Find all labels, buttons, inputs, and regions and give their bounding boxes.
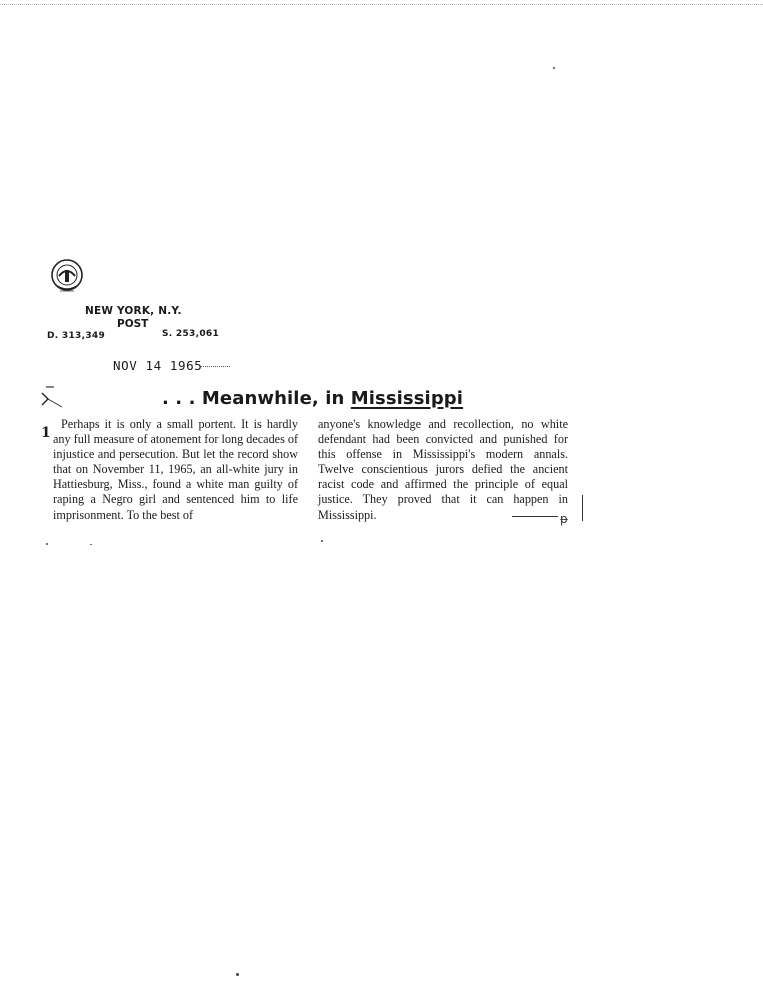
sunday-circulation: S. 253,061 bbox=[162, 329, 220, 339]
masthead-city: NEW YORK, N.Y. bbox=[85, 305, 182, 317]
date-stamp-dash bbox=[200, 366, 230, 370]
daily-circulation: D. 313,349 bbox=[47, 331, 106, 341]
scan-speck bbox=[46, 543, 48, 545]
headline-state: Mississippi bbox=[350, 388, 464, 409]
end-mark-icon: ᵽ bbox=[560, 512, 569, 526]
date-stamp: NOV 14 1965 bbox=[113, 358, 203, 373]
end-rule bbox=[512, 516, 558, 517]
column-edge-rule bbox=[582, 495, 583, 521]
clipping-bureau-seal-icon bbox=[47, 258, 87, 298]
article-column-left: Perhaps it is only a small portent. It is hardly any full measure of atonement for long decades of injustice and persecution. But let the record show that on November 11, 1965, an all-white jury in Hattiesburg, Miss., found a white man guilty of raping a Negro girl and sentenced him to life imprisonment. To the best of bbox=[53, 417, 299, 522]
scan-top-border bbox=[0, 4, 763, 5]
headline-prefix: . . . Meanwhile, in bbox=[162, 388, 351, 409]
headline bbox=[162, 388, 463, 409]
paragraph-mark: 1 bbox=[41, 425, 51, 441]
clip-edge-mark-icon bbox=[40, 385, 70, 415]
masthead-paper: POST bbox=[117, 318, 149, 330]
scan-speck bbox=[90, 544, 92, 545]
scan-speck bbox=[236, 973, 239, 976]
scan-speck bbox=[553, 67, 555, 69]
article-column-right: anyone's knowledge and recollection, no white defendant had been convicted and punished for this offense in Mississippi's modern annals. Twelve conscientious jurors defied the ancient racist code and affirmed the principle of equal justice. They proved that it can happen in Mississippi. bbox=[318, 417, 568, 522]
scan-speck bbox=[321, 540, 323, 542]
